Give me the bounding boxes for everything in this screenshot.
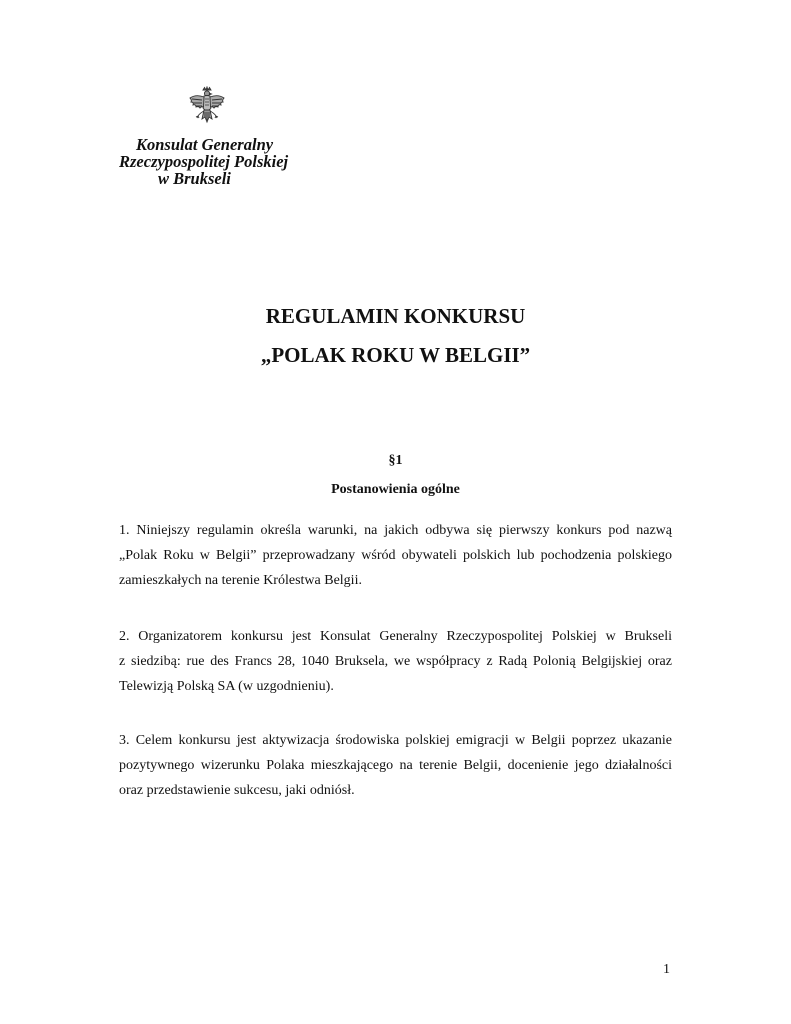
document-title-line-2: „POLAK ROKU W BELGII” xyxy=(260,343,531,367)
paragraph-1 xyxy=(119,518,672,593)
section-number: §1 xyxy=(388,453,403,468)
polish-eagle-emblem-icon xyxy=(188,86,226,130)
paragraph-line: z siedzibą: rue des Francs 28, 1040 Bruksela, we współpracy z Radą Polonią Belgijskiej oraz xyxy=(119,654,672,669)
consulate-header xyxy=(119,136,319,187)
paragraph-line: oraz przedstawienie sukcesu, jaki odniósł. xyxy=(119,783,355,798)
paragraph-line: pozytywnego wizerunku Polaka mieszkającego na terenie Belgii, docenienie jego działalności xyxy=(119,758,672,773)
paragraph-line: Telewizją Polską SA (w uzgodnieniu). xyxy=(119,679,334,694)
paragraph-3 xyxy=(119,728,672,803)
paragraph-line: „Polak Roku w Belgii” przeprowadzany wśród obywateli polskich lub pochodzenia polskiego xyxy=(119,548,672,563)
paragraph-line: 3. Celem konkursu jest aktywizacja środowiska polskiej emigracji w Belgii poprzez ukazanie xyxy=(119,733,672,748)
header-line-3: w Brukseli xyxy=(158,169,231,188)
header-line-1: Konsulat Generalny xyxy=(136,135,274,154)
paragraph-line: zamieszkałych na terenie Królestwa Belgii. xyxy=(119,573,362,588)
page-number: 1 xyxy=(663,962,670,977)
header-line-2: Rzeczypospolitej Polskiej xyxy=(119,152,289,171)
paragraph-line: 1. Niniejszy regulamin określa warunki, na jakich odbywa się pierwszy konkurs pod nazwą xyxy=(119,523,672,538)
section-heading: Postanowienia ogólne xyxy=(331,482,460,497)
paragraph-2 xyxy=(119,624,672,699)
paragraph-line: 2. Organizatorem konkursu jest Konsulat Generalny Rzeczypospolitej Polskiej w Brukseli xyxy=(119,629,672,644)
document-title-line-1: REGULAMIN KONKURSU xyxy=(265,304,526,328)
